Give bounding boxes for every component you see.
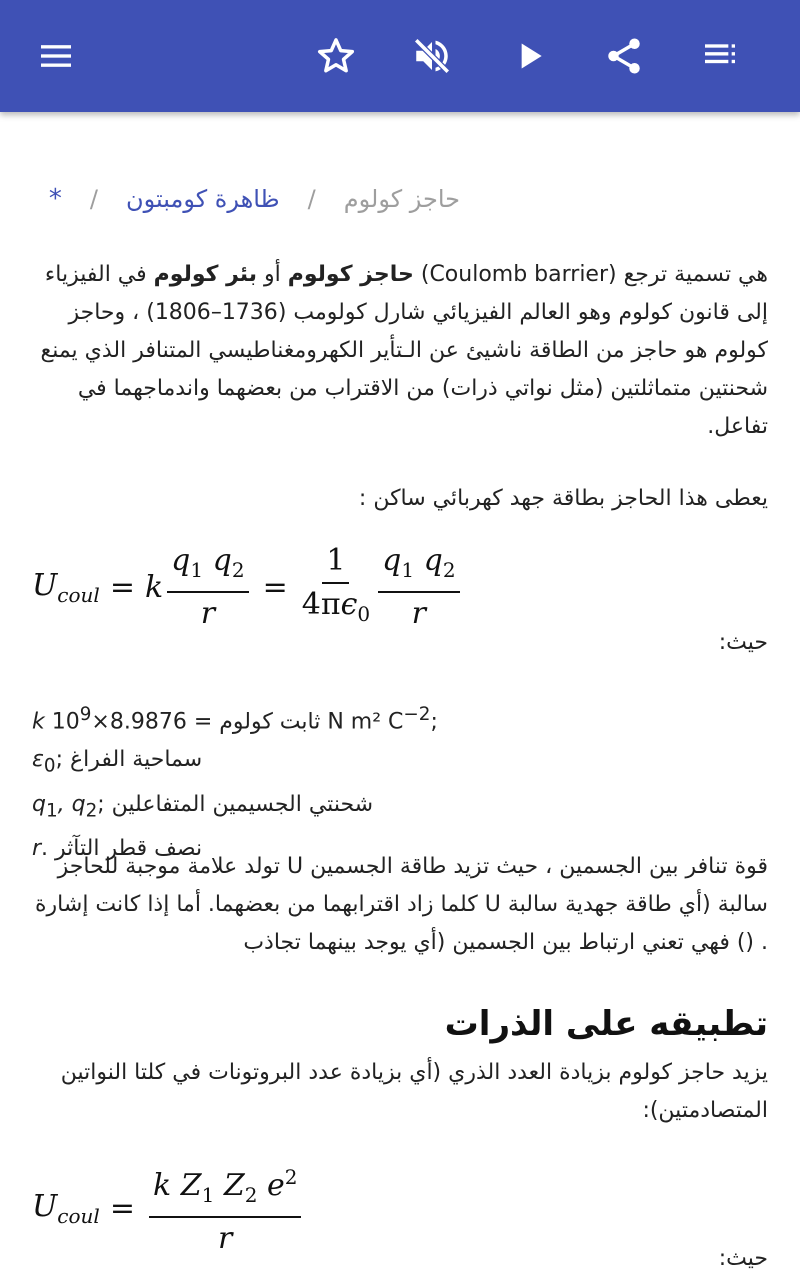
- def-q-name: شحنتي الجسيمين المتفاعلين ;: [97, 791, 381, 817]
- app-toolbar: [0, 0, 800, 112]
- where-label-2: حيث:: [718, 1246, 768, 1271]
- def-eps-sub: 0: [43, 755, 56, 777]
- star-icon: [315, 35, 357, 77]
- play-icon: [510, 36, 550, 76]
- formula-k: k: [144, 570, 164, 605]
- breadcrumb-separator: /: [89, 185, 98, 213]
- formula-q2: q: [212, 543, 232, 578]
- breadcrumb-root-link[interactable]: *: [48, 184, 62, 214]
- formula2-e-exp: 2: [284, 1165, 298, 1189]
- volume-off-icon: [411, 35, 453, 77]
- def-k-exponent: 9: [79, 704, 92, 725]
- breadcrumb: [49, 184, 460, 214]
- formula2-Z2: Z: [223, 1168, 245, 1203]
- favorite-button[interactable]: [308, 28, 364, 84]
- formula2-r: r: [218, 1221, 233, 1256]
- formula-equals: =: [109, 570, 135, 605]
- menu-icon: [36, 36, 76, 76]
- formula-U: U: [32, 568, 58, 603]
- formula-one: 1: [322, 544, 349, 584]
- formula-q1: q: [171, 543, 191, 578]
- formula2-k: k: [152, 1168, 172, 1203]
- formula-U-sub: coul: [57, 583, 100, 607]
- definition-q: [32, 786, 768, 830]
- breadcrumb-parent-link[interactable]: ظاهرة كومبتون: [125, 185, 280, 213]
- formula2-U-sub: coul: [57, 1203, 100, 1228]
- definition-k: [32, 696, 768, 741]
- contents-button[interactable]: [692, 28, 748, 84]
- play-button[interactable]: [502, 28, 558, 84]
- share-icon: [603, 35, 645, 77]
- def-r-name: نصف قطر التآثر .: [41, 836, 210, 862]
- formula-q2-sub: 2: [231, 558, 245, 582]
- term-coulomb-well: بئر كولوم: [153, 262, 258, 287]
- def-eps-symbol: ε: [32, 747, 44, 773]
- formula-r: r: [411, 596, 426, 631]
- def-q-symbol: q: [32, 791, 46, 817]
- formula-equals: =: [262, 570, 288, 605]
- formula2-e: e: [266, 1168, 285, 1203]
- menu-button[interactable]: [28, 28, 84, 84]
- definition-epsilon: [32, 741, 768, 785]
- atoms-paragraph: يزيد حاجز كولوم بزيادة العدد الذري (أي بزيادة عدد البروتونات في كلتا النواتين المتصادمتين):: [60, 1060, 768, 1123]
- def-q-sub2: 2: [85, 800, 98, 822]
- mute-button[interactable]: [404, 28, 460, 84]
- formula-fraction-q2: [378, 544, 459, 631]
- breadcrumb-current: حاجز كولوم: [343, 185, 460, 213]
- formula-four-pi: 4π: [301, 587, 341, 622]
- list-icon: [700, 36, 740, 76]
- formula2-U: U: [32, 1188, 58, 1224]
- formula-q1: q: [382, 543, 402, 578]
- share-button[interactable]: [596, 28, 652, 84]
- formula-fraction-q: [167, 544, 248, 631]
- formula2-Z1-sub: 1: [201, 1183, 215, 1207]
- def-k-unit-exp: −2: [403, 704, 431, 725]
- intro-rest: في الفيزياء إلى قانون كولوم وهو العالم الفيزيائي شارل كولومب (1736–1806) ، وحاجز كولوم هو حاجز من الطاقة ناشيئ عن الـتأير الكهرومغناطيسي المتنافر الذي يمنع شحنتين متماثلتين (مثل نواتي ذرات) من الاقتراب من بعضهما واندماجهما في تفاعل.: [40, 262, 768, 439]
- formula-epsilon: ϵ: [340, 587, 358, 622]
- formula2-equals: =: [109, 1190, 135, 1226]
- where-label: حيث:: [718, 630, 768, 655]
- def-q-comma: , q: [57, 791, 86, 817]
- given-by-text: يعطى هذا الحاجز بطاقة جهد كهربائي ساكن :: [358, 486, 768, 511]
- formula-r: r: [200, 596, 216, 631]
- formula-q2: q: [423, 543, 443, 578]
- definitions-list: [32, 696, 768, 868]
- formula2-Z2-sub: 2: [244, 1183, 258, 1207]
- formula2-Z1: Z: [180, 1168, 202, 1203]
- formula-q2-sub: 2: [442, 558, 456, 582]
- section-heading-atoms: تطبيقه على الذرات: [444, 1004, 768, 1044]
- def-k-symbol: k: [32, 709, 45, 735]
- def-k-name: ثابت كولوم: [219, 709, 321, 735]
- def-eps-name: سماحية الفراغ ;: [55, 747, 210, 773]
- formula-q1-sub: 1: [401, 558, 415, 582]
- formula-fraction-const: [302, 544, 370, 631]
- breadcrumb-separator: /: [307, 185, 316, 213]
- intro-english-term: (Coulomb barrier): [420, 262, 617, 287]
- def-r-symbol: r: [32, 836, 42, 862]
- formula-epsilon-sub: 0: [357, 602, 371, 626]
- intro-paragraph: [32, 256, 768, 446]
- article-content: [0, 112, 800, 1280]
- def-k-value: 10: [44, 709, 80, 735]
- intro-prefix: هي تسمية ترجع: [616, 262, 768, 287]
- def-k-mult: ×8.9876 =: [91, 709, 220, 735]
- def-k-end: ;: [430, 709, 438, 735]
- intro-or: أو: [257, 262, 288, 287]
- term-coulomb-barrier: حاجز كولوم: [287, 262, 414, 287]
- def-q-sub1: 1: [45, 800, 58, 822]
- repulsion-paragraph: قوة تنافر بين الجسمين ، حيث تزيد طاقة الجسمين U تولد علامة موجبة للحاجز سالبة (أي طاقة جهدية سالبة U كلما زاد اقترابهما من بعضهما. أما إذا كانت إشارة . () فهي تعني ارتباط بين الجسمين (أي يوجد بينهما تجاذب: [35, 854, 768, 955]
- coulomb-formula: [32, 544, 464, 631]
- formula-q1-sub: 1: [190, 558, 204, 582]
- def-k-unit: N m² C: [320, 709, 404, 735]
